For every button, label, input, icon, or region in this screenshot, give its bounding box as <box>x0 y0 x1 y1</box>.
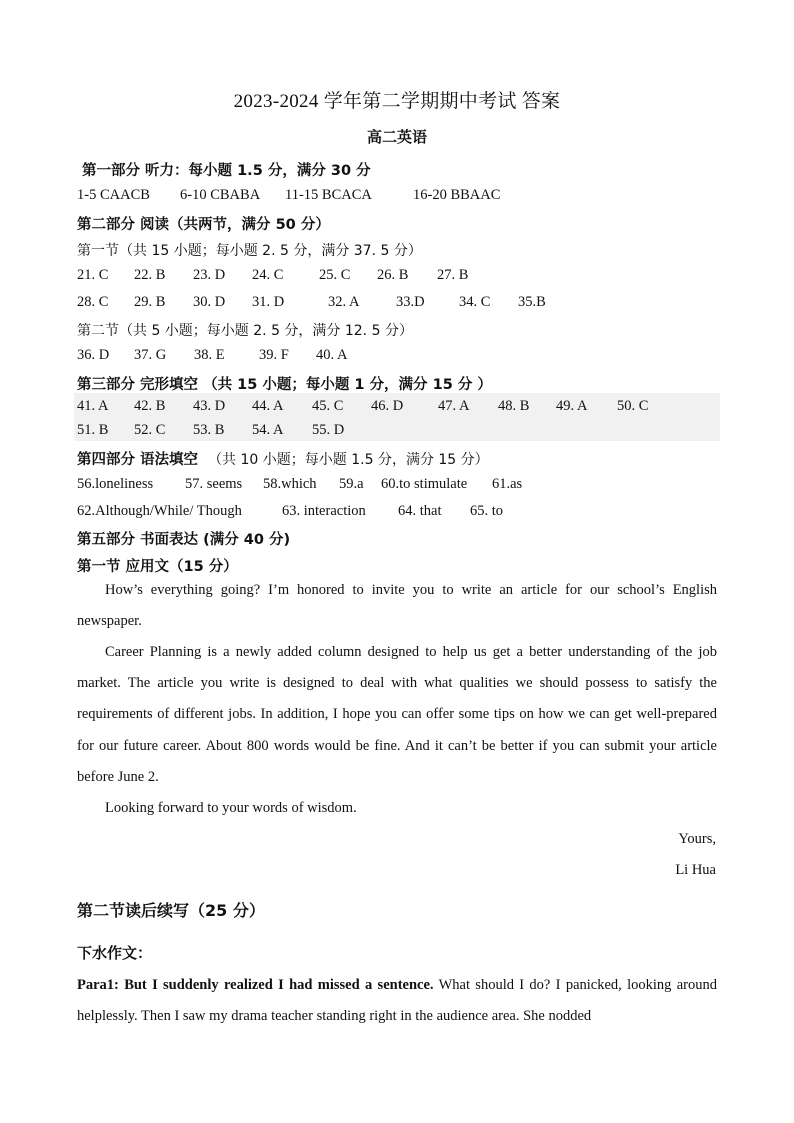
page-title: 2023-2024 学年第二学期期中考试 答案 <box>233 91 561 112</box>
answer-item: 57. seems <box>185 476 243 492</box>
part3-heading: 第三部分 完形填空 （共 15 小题；每小题 1 分，满分 15 分 ） <box>77 377 492 393</box>
letter-paragraph: Looking forward to your words of wisdom. <box>105 800 357 816</box>
answer-item: 52. C <box>134 422 166 438</box>
answer-group: 11-15 BCACA <box>285 187 372 203</box>
answer-item: 29. B <box>134 294 166 310</box>
letter-signature: Li Hua <box>675 862 716 878</box>
sample-essay-label: 下水作文： <box>77 944 153 962</box>
answer-item: 40. A <box>316 347 348 363</box>
part5-heading: 第五部分 书面表达 (满分 40 分) <box>77 532 291 548</box>
answer-item: 34. C <box>459 294 491 310</box>
answer-item: 47. A <box>438 398 470 414</box>
answer-item: 22. B <box>134 267 166 283</box>
answer-group: 1-5 CAACB <box>77 187 150 203</box>
answer-item: 38. E <box>194 347 225 363</box>
answer-item: 32. A <box>328 294 360 310</box>
part5-section1-heading: 第一节 应用文（15 分） <box>77 559 238 575</box>
answer-item: 59.a <box>339 476 364 492</box>
answer-item: 60.to stimulate <box>381 476 468 492</box>
part2-heading: 第二部分 阅读（共两节，满分 50 分） <box>77 217 330 233</box>
letter-closing: Yours, <box>678 831 716 847</box>
answer-item: 35.B <box>518 294 546 310</box>
answer-item: 61.as <box>492 476 523 492</box>
answer-item: 46. D <box>371 398 404 414</box>
answer-item: 27. B <box>437 267 469 283</box>
answer-item: 63. interaction <box>282 503 366 519</box>
answer-item: 21. C <box>77 267 109 283</box>
answer-item: 58.which <box>263 476 317 492</box>
answer-item: 65. to <box>470 503 504 519</box>
answer-item: 44. A <box>252 398 284 414</box>
answer-item: 31. D <box>252 294 285 310</box>
part4-heading-line <box>77 448 489 469</box>
answer-item: 39. F <box>259 347 289 363</box>
answer-item: 56.loneliness <box>77 476 154 492</box>
part2-section2-heading: 第二节（共 5 小题；每小题 2. 5 分，满分 12. 5 分） <box>77 323 413 339</box>
answer-item: 54. A <box>252 422 284 438</box>
answer-item: 48. B <box>498 398 530 414</box>
answer-item: 24. C <box>252 267 284 283</box>
answer-item: 51. B <box>77 422 109 438</box>
part4-heading-note: （共 10 小题；每小题 1.5 分，满分 15 分） <box>208 452 489 468</box>
answer-item: 64. that <box>398 503 442 519</box>
letter-paragraph: How’s everything going? I’m honored to invite you to write an article for our school’s English newspaper. <box>77 582 717 630</box>
para1-text: What should I do? I panicked, looking around helplessly. Then I saw my drama teacher standing right in the audience area. She nodded <box>77 977 717 1025</box>
answer-item: 41. A <box>77 398 109 414</box>
answer-item: 55. D <box>312 422 345 438</box>
part1-heading: 第一部分 听力：每小题 1.5 分，满分 30 分 <box>82 163 371 179</box>
part2-section1-heading: 第一节（共 15 小题；每小题 2. 5 分，满分 37. 5 分） <box>77 243 422 259</box>
answer-item: 33.D <box>396 294 425 310</box>
answer-item: 37. G <box>134 347 167 363</box>
answer-item: 62.Although/While/ Though <box>77 503 242 519</box>
answer-item: 36. D <box>77 347 110 363</box>
part5-section2-heading: 第二节读后续写（25 分） <box>77 901 265 920</box>
answer-item: 23. D <box>193 267 226 283</box>
answer-item: 49. A <box>556 398 588 414</box>
answer-item: 53. B <box>193 422 225 438</box>
answer-item: 43. D <box>193 398 226 414</box>
answer-group: 6-10 CBABA <box>180 187 261 203</box>
answer-item: 30. D <box>193 294 226 310</box>
answer-item: 45. C <box>312 398 344 414</box>
answer-item: 50. C <box>617 398 649 414</box>
answer-group: 16-20 BBAAC <box>413 187 501 203</box>
sample-essay-paragraph <box>77 970 717 1032</box>
answer-item: 26. B <box>377 267 409 283</box>
letter-paragraph: Career Planning is a newly added column designed to help us get a better understanding of the job market. The article you write is designed to deal with what qualities we should possess to satisfy the requirements of different jobs. In addition, I hope you can offer some tips on how we can get well-prepared for our future career. About 800 words would be fine. And it can’t be better if you can submit your article before June 2. <box>77 644 717 785</box>
answer-item: 42. B <box>134 398 166 414</box>
part4-heading: 第四部分 语法填空 <box>77 452 199 468</box>
answer-item: 28. C <box>77 294 109 310</box>
page-subtitle: 高二英语 <box>366 128 427 146</box>
para1-lead-sentence: Para1: But I suddenly realized I had missed a sentence. <box>77 977 434 993</box>
answer-item: 25. C <box>319 267 351 283</box>
